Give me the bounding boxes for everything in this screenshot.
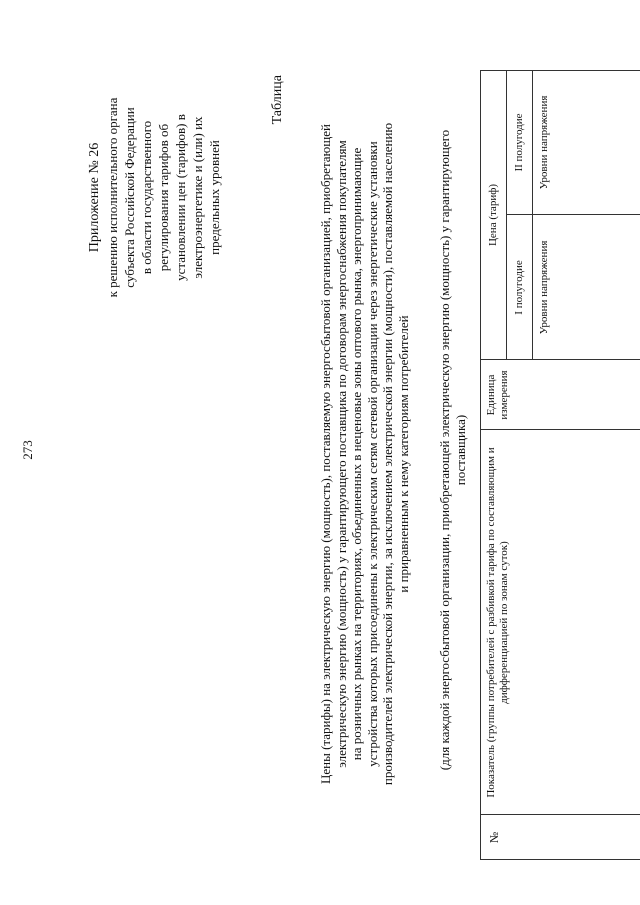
subtitle-line: (для каждой энергосбытовой организации, приобретающей электрическую энергию (мощность) у гарантирующего xyxy=(437,129,452,771)
half-year-1-header: I полугодие xyxy=(513,260,525,315)
page-number: 273 xyxy=(20,440,35,460)
appendix-line: субъекта Российской Федерации xyxy=(122,107,137,288)
title-line: устройства которых присоединены к электрическим сетям сетевой организации через энергетические установки xyxy=(364,141,380,767)
table-divider xyxy=(506,214,640,215)
title-line: на розничных рынках на территориях, объединенных в неценовые зоны оптового рынка, энергопринимающие xyxy=(349,147,365,761)
table-border-right xyxy=(480,70,640,71)
table-border-top xyxy=(480,70,481,860)
voltage-levels-header: Уровни напряжения xyxy=(538,95,550,190)
table-divider xyxy=(480,359,640,360)
title-line: производителей электрической энергии, за исключением электрической энергии (мощности), поставляемой населению xyxy=(380,122,396,786)
appendix-line: предельных уровней xyxy=(207,140,222,255)
table-divider xyxy=(532,70,533,360)
tariff-table xyxy=(480,70,640,860)
voltage-levels-header: Уровни напряжения xyxy=(538,240,550,335)
appendix-line: регулирования тарифов об xyxy=(156,123,171,272)
document-title xyxy=(318,69,412,839)
document-subtitle xyxy=(437,115,469,785)
appendix-line: установлении цен (тарифов) в xyxy=(173,114,188,281)
title-line: и приравненным к нему категориям потребителей xyxy=(395,315,411,593)
half-year-2-header: II полугодие xyxy=(513,113,525,172)
table-divider xyxy=(480,429,640,430)
appendix-line: электроэнергетике и (или) их xyxy=(190,116,205,279)
column-indicator-header: Показатель (группы потребителей с разбивкой тарифа по составляющим и дифференциацией по зонам суток) xyxy=(485,447,510,798)
title-line: Цены (тарифы) на электрическую энергию (мощность), поставляемую энергосбытовой организацией, приобретающей xyxy=(318,123,333,785)
subtitle-line: поставщика) xyxy=(453,414,468,486)
column-number-header: № xyxy=(487,831,501,844)
table-divider xyxy=(506,70,507,360)
column-price-header: Цена (тариф) xyxy=(487,184,499,247)
appendix-line: к решению исполнительного органа xyxy=(105,97,120,298)
table-divider xyxy=(480,814,640,815)
column-unit-header: Единица измерения xyxy=(485,370,510,420)
appendix-heading: Приложение № 26 xyxy=(87,142,102,253)
appendix-line: в области государственного xyxy=(139,120,154,275)
appendix-block xyxy=(86,80,223,315)
table-label: Таблица xyxy=(270,75,285,125)
table-border-left xyxy=(480,859,640,860)
title-line: электрическую энергию (мощность) у гарантирующего поставщика по договорам энергоснабжения покупателям xyxy=(333,140,349,768)
